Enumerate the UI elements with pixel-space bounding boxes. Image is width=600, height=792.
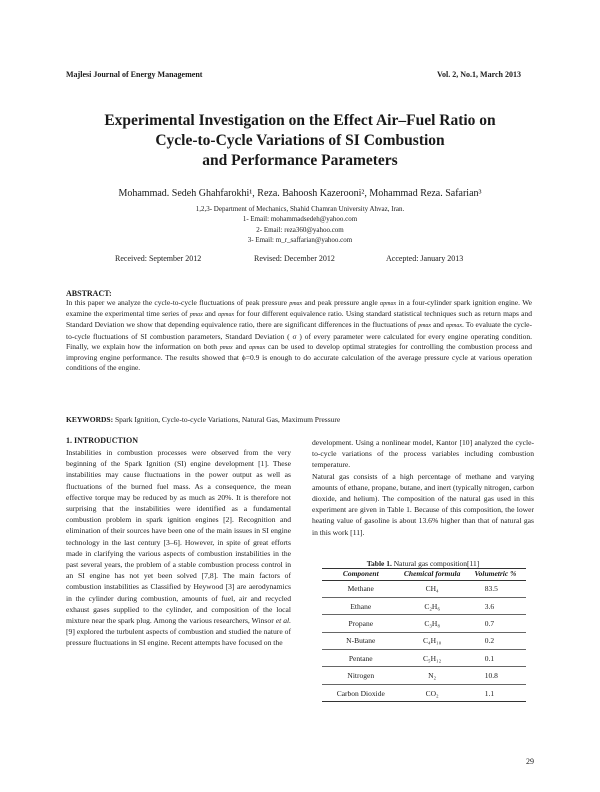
column-header: Volumetric %: [465, 569, 526, 581]
gas-composition-table: [322, 568, 526, 702]
intro-column-right: [312, 437, 534, 538]
section-heading-introduction: 1. INTRODUCTION: [66, 436, 139, 445]
affiliation: 1,2,3- Department of Mechanics, Shahid Chamran University Ahvaz, Iran.: [195, 205, 405, 213]
author-email: 3- Email: m_r_saffarian@yahoo.com: [247, 236, 353, 244]
author-email: 2- Email: reza360@yahoo.com: [256, 226, 344, 234]
received-date: Received: September 2012: [115, 254, 202, 263]
intro-paragraph: Natural gas consists of a high percentage of methane and varying amounts of ethane, propane, butane, and inert (typically nitrogen, carbon dioxide, and helium). The composition of the natural gas used in this experiment are given in Table 1. Because of this composition, the lower heating value of gasoline is about 13.6% higher than that of natural gas in this work [11].: [312, 471, 534, 537]
issue-info: Vol. 2, No.1, March 2013: [437, 70, 521, 79]
table-header-row: [322, 569, 526, 581]
table-row: Nitrogen N₂ 10.8: [322, 667, 526, 684]
intro-paragraph: Instabilities in combustion processes were observed from the very beginning of the Spark Ignition (SI) engine development [1]. These instabilities may cause fluctuations in the power output as well as fluctuations of the burned fuel mass. As a consequence, the mean effective torque may be reduced by as much as 20%. It is therefore not surprising that the instabilities were identified as a fundamental combustion problem in spark ignition engines [2]. Recognition and elimination of their sources have been one of the main issues in SI engine technology in the last century [3–6]. However, in spite of great efforts made in clarifying the various aspects of combustion instabilities in the past several years, the problem of a stable combustion process control in an SI engine has not yet been solved [7,8]. The main factors of combustion instabilities as Classified by Heywood [3] are aerodynamics in the cylinder during combustion, amounts of fuel, air and recycled exhaust gases supplied to the cylinder, and composition of the local mixture near the spark plug. Among the various researchers, Winsor et al. [9] explored the turbulent aspects of combustion and studied the nature of pressure fluctuations in SI engine. Recent attempts have focused on the: [66, 448, 291, 648]
table-row: Ethane C₂H₆ 3.6: [322, 597, 526, 614]
paper-title: [60, 111, 540, 171]
accepted-date: Accepted: January 2013: [386, 254, 464, 263]
table-caption: Table 1. Natural gas composition[11]: [366, 559, 480, 568]
revised-date: Revised: December 2012: [254, 254, 335, 263]
keywords: [66, 415, 532, 424]
keywords-label: KEYWORDS:: [66, 415, 114, 424]
title-line: Experimental Investigation on the Effect Air–Fuel Ratio on: [104, 112, 496, 129]
table-row: N-Butane C₄H₁₀ 0.2: [322, 632, 526, 649]
abstract-heading: ABSTRACT:: [66, 289, 112, 298]
table-row: Propane C₃H₈ 0.7: [322, 615, 526, 632]
abstract-body: In this paper we analyze the cycle-to-cycle fluctuations of peak pressure pmax and peak pressure angle αpmax in a four-cylinder spark ignition engine. We examine the experimental time series of pmax and αpmax for four different equivalence ratio. Using standard statistical techniques such as return maps and Standard Deviation we show that depending equivalence ratio, there are significant differences in the fluctuations of pmax and αpmax. To evaluate the cycle-to-cycle fluctuations of SI combustion parameters, Standard Deviation ( σ ) of every parameter were calculated for every engine operating condition. Finally, we explain how the information on both pmax and αpmax can be used to develop optimal strategies for controlling the combustion process and improving engine performance. The results showed that ϕ=0.9 is enough to do accurate calculation of the average pressure cycle at various operation conditions of the engine.: [66, 298, 532, 373]
page-number: 29: [526, 757, 534, 766]
title-line: Cycle-to-Cycle Variations of SI Combustion: [155, 132, 445, 149]
table-row: Pentane C₅H₁₂ 0.1: [322, 650, 526, 667]
title-line: and Performance Parameters: [202, 152, 398, 169]
author-email: 1- Email: mohammadsedeh@yahoo.com: [242, 215, 358, 223]
intro-paragraph: development. Using a nonlinear model, Kantor [10] analyzed the cycle-to-cycle variations of the process variables including combustion temperature.: [312, 438, 534, 470]
intro-column-left: [66, 447, 291, 649]
table-row: Methane CH₄ 83.5: [322, 580, 526, 597]
journal-name: Majlesi Journal of Energy Management: [66, 70, 203, 79]
column-header: Component: [322, 569, 400, 581]
author-list: Mohammad. Sedeh Ghahfarokhi¹, Reza. Bahoosh Kazerooni², Mohammad Reza. Safarian³: [118, 188, 482, 199]
table-row: Carbon Dioxide CO₂ 1.1: [322, 684, 526, 701]
keywords-text: Spark Ignition, Cycle-to-cycle Variations, Natural Gas, Maximum Pressure: [113, 415, 341, 424]
column-header: Chemical formula: [400, 569, 465, 581]
